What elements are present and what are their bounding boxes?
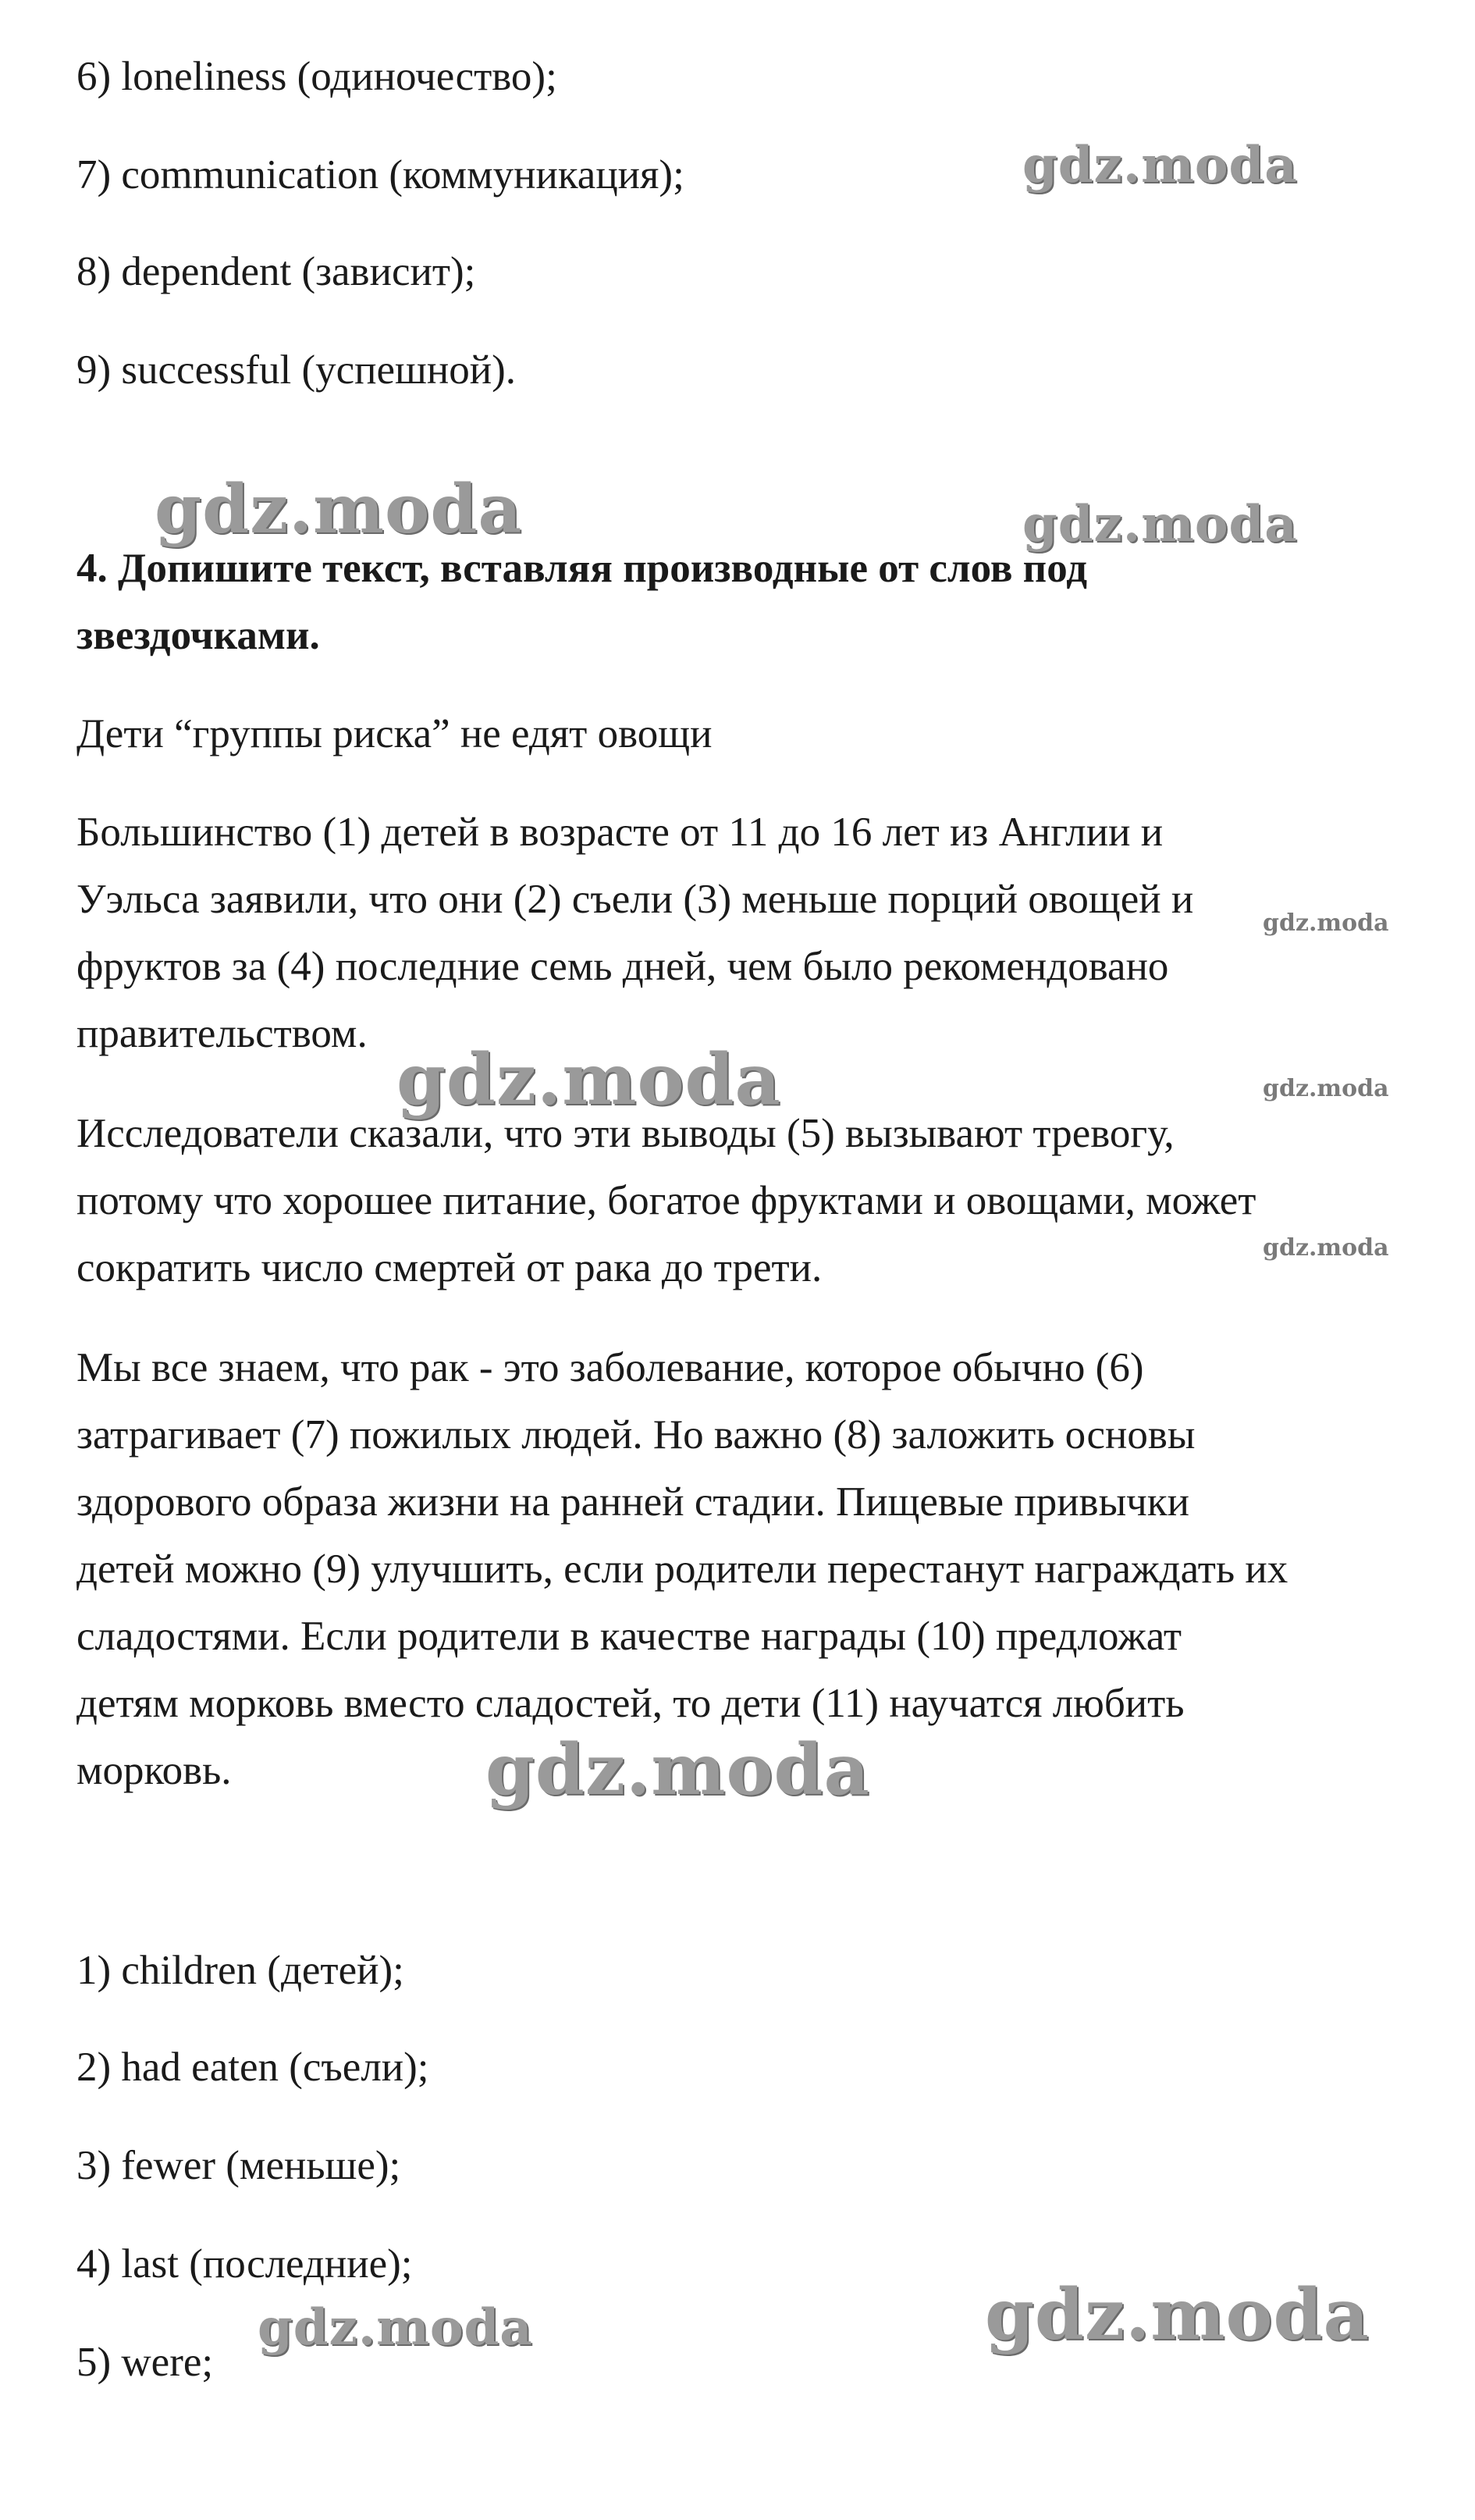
para3-line-2: затрагивает (7) пожилых людей. Но важно (8) заложить основы [76, 1412, 1196, 1458]
answer-4: 4) last (последние); [76, 2241, 413, 2287]
task-heading-line-2: звездочками. [76, 613, 320, 658]
watermark: gdz.moda [485, 1728, 870, 1811]
para2-line-1: Исследователи сказали, что эти выводы (5) вызывают тревогу, [76, 1111, 1175, 1156]
watermark: gdz.moda [1022, 495, 1298, 553]
para1-line-4: правительством. [76, 1011, 368, 1056]
para3-line-1: Мы все знаем, что рак - это заболевание, которое обычно (6) [76, 1345, 1144, 1390]
para1-line-3: фруктов за (4) последние семь дней, чем было рекомендовано [76, 944, 1169, 989]
watermark: gdz.moda [1263, 909, 1389, 937]
answer-5: 5) were; [76, 2340, 214, 2385]
watermark: gdz.moda [1263, 1075, 1389, 1102]
answer-1: 1) children (детей); [76, 1948, 404, 1993]
para3-line-3: здорового образа жизни на ранней стадии. Пищевые привычки [76, 1479, 1189, 1525]
answer-6: 6) loneliness (одиночество); [76, 54, 557, 99]
watermark: gdz.moda [1263, 1234, 1389, 1262]
para3-line-6: детям морковь вместо сладостей, то дети (11) научатся любить [76, 1681, 1185, 1726]
answer-3: 3) fewer (меньше); [76, 2143, 401, 2188]
para2-line-3: сократить число смертей от рака до трети. [76, 1245, 823, 1290]
watermark: gdz.moda [985, 2273, 1370, 2356]
text-title: Дети “группы риска” не едят овощи [76, 711, 713, 756]
para1-line-1: Большинство (1) детей в возрасте от 11 до 16 лет из Англии и [76, 810, 1164, 855]
para3-line-5: сладостями. Если родители в качестве награды (10) предложат [76, 1614, 1182, 1659]
watermark: gdz.moda [155, 470, 523, 549]
watermark: gdz.moda [1022, 136, 1298, 194]
answer-9: 9) successful (успешной). [76, 347, 516, 393]
answer-8: 8) dependent (зависит); [76, 249, 476, 294]
answer-2: 2) had eaten (съели); [76, 2045, 429, 2090]
para2-line-2: потому что хорошее питание, богатое фруктами и овощами, может [76, 1178, 1256, 1223]
para1-line-2: Уэльса заявили, что они (2) съели (3) меньше порций овощей и [76, 877, 1194, 922]
answer-7: 7) communication (коммуникация); [76, 152, 684, 198]
task-heading-line-1: 4. Допишите текст, вставляя производные от слов под [76, 546, 1088, 591]
watermark: gdz.moda [258, 2298, 533, 2357]
watermark: gdz.moda [396, 1038, 781, 1121]
para3-line-4: детей можно (9) улучшить, если родители перестанут награждать их [76, 1547, 1288, 1592]
para3-line-7: морковь. [76, 1748, 232, 1793]
